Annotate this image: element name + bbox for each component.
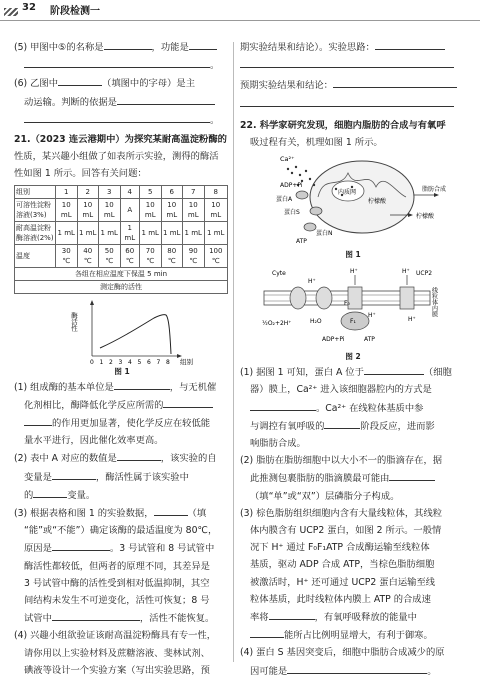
q21-intro1: 21.（2023 连云港期中）为探究某耐高温淀粉酶的 xyxy=(14,134,227,146)
fig2-h4-label: H⁺ xyxy=(368,312,376,320)
header-stripe-icon xyxy=(4,8,18,16)
q22-p2-line1: (2) 脂肪在脂肪细胞中以大小不一的脂滴存在，据 xyxy=(240,455,443,467)
q22-p3-line2: 体内膜含有 UCP2 蛋白，如图 2 所示。一般情 xyxy=(250,525,442,537)
q22-p3-line7: 率将 ，有氧呼吸释放的能量中 xyxy=(240,608,466,626)
q21-p3-line5: 3 号试管中酶的活性受到相对低温抑制，其空 xyxy=(24,577,210,589)
right-column xyxy=(240,38,466,680)
fig1-atp-label: ATP xyxy=(296,238,307,246)
f0-shape xyxy=(348,287,362,309)
q21-p3-line2: “能”或“不能”）确定该酶的最适温度为 80℃， xyxy=(24,525,218,537)
q22-p3-line6: 粒体基质，此时线粒体内膜上 ATP 的合成速 xyxy=(250,593,431,605)
table-row: 测定酶的活性 xyxy=(15,280,228,293)
x-tick-labels xyxy=(90,359,170,366)
fig2-adp-label: ADP+Pi xyxy=(322,336,345,344)
figure1-right-caption: 图 1 xyxy=(345,250,361,260)
table-row: 耐高温淀粉酶溶液(2%) 1 mL 1 mL 1 mL 1 mL 1 mL 1 mL 1 mL 1 mL xyxy=(15,221,228,244)
complex-1-shape xyxy=(290,287,306,309)
q22-p2-line3: （填“单”或“双”）层磷脂分子构成。 xyxy=(250,490,400,502)
q21-p3-line4: 酶活性都较低，但两者的原理不同，其差异是 xyxy=(24,560,210,572)
mitochondrion-outer xyxy=(310,161,414,233)
q21-intro3: 性如图 1 所示。回答有关问题： xyxy=(14,168,147,180)
q22-p4-line2: 因可能是 。 xyxy=(240,662,466,680)
x-tick-label: 4 xyxy=(128,358,132,366)
fig1-adp-label: ADP+Pi xyxy=(280,182,303,190)
q22-p3-line8: 能所占比例明显增大，有利于御寒。 xyxy=(240,626,466,644)
q22-p1-line2: 器）膜上，Ca²⁺ 进入该细胞器腔内的方式是 xyxy=(250,384,432,396)
fig1-citrate-inner-label: 柠檬酸 xyxy=(368,198,387,206)
fig1-protein-s-label: 蛋白S xyxy=(284,209,300,217)
fig2-f0-label: F₀ xyxy=(344,300,350,308)
q6-line1: (6) 乙图中 （填图中的字母）是主 xyxy=(14,74,230,92)
figure1-diagram xyxy=(240,151,466,249)
activity-curve xyxy=(100,314,171,353)
fig2-ucp2-label: UCP2 xyxy=(416,270,433,278)
q22-p1-line3: 。Ca²⁺ 在线粒体基质中参 xyxy=(240,399,466,417)
fig1-er-label: 内质网 xyxy=(338,189,357,197)
fig2-h2-label: H⁺ xyxy=(350,268,358,276)
q5-line2: 。 xyxy=(14,56,230,74)
q21-p3-line6: 间结构未发生不可逆变化，活性可恢复；8 号 xyxy=(24,595,210,607)
expected-line2 xyxy=(240,95,466,113)
ucp2-shape xyxy=(400,287,414,309)
figure1-caption: 图 1 xyxy=(114,366,130,376)
page-number: 32 xyxy=(22,2,36,13)
fig2-o2-label: ½O₂+2H⁺ xyxy=(262,320,292,328)
page-header xyxy=(0,0,480,36)
section-title: 阶段检测一 xyxy=(50,6,100,17)
q22-p1-line4: 与调控有氧呼吸的 阶段反应，进而影 xyxy=(240,417,466,435)
protein-n-shape xyxy=(304,223,316,231)
column-divider xyxy=(233,42,234,662)
fig2-atp-label: ATP xyxy=(364,336,375,344)
q5-line1: (5) 甲图中⑤的名称是 ，功能是 xyxy=(14,38,230,56)
q22-p2-line2: 此推测包裹脂肪的脂滴膜最可能由 xyxy=(240,469,466,487)
enzyme-activity-graph xyxy=(14,296,230,366)
x-tick-label: 5 xyxy=(137,358,142,366)
fig1-protein-a-label: 蛋白A xyxy=(276,196,293,204)
complex-2-shape xyxy=(316,287,332,309)
q22-p1-line5: 响脂肪合成。 xyxy=(250,438,306,450)
q22-intro1: 22. 科学家研究发现，细胞内脂肪的合成与有氧呼 xyxy=(240,119,446,131)
y-axis-arrow-icon xyxy=(90,300,94,305)
protein-a-shape xyxy=(296,191,308,199)
q21-p4-line3: 碘液等设计一个实验方案（写出实验思路，预 xyxy=(24,664,210,676)
q6-line3: 。 xyxy=(14,111,230,129)
q22-p3-line1: (3) 棕色脂肪组织细胞内含有大量线粒体，其线粒 xyxy=(240,507,443,519)
graph-xlabel: 组别 xyxy=(180,357,193,366)
x-tick-label: 8 xyxy=(166,358,170,366)
fig2-cytc-label: Cyte xyxy=(272,270,286,278)
fig2-h2o-label: H₂O xyxy=(310,318,322,326)
arrow-fat-head-icon xyxy=(434,193,439,197)
q22-p3-line5: 被激活时，H⁺ 还可通过 UCP2 蛋白运输至线 xyxy=(250,576,436,588)
fig2-membrane-label: 线粒体内膜 xyxy=(430,287,438,318)
q22-p4-line1: (4) 蛋白 S 基因突变后，细胞中脂肪合成减少的原 xyxy=(240,647,445,659)
graph-ylabel: 酶活性 xyxy=(70,311,78,332)
q21-p4-line1: (4) 兴趣小组欲验证该耐高温淀粉酶具有专一性， xyxy=(14,630,217,642)
fig2-h3-label: H⁺ xyxy=(402,268,410,276)
protein-s-shape xyxy=(310,207,322,215)
left-column xyxy=(14,38,230,679)
figure2-caption: 图 2 xyxy=(345,352,361,362)
fig1-ca-label: Ca²⁺ xyxy=(280,155,295,164)
x-tick-label: 7 xyxy=(156,358,161,366)
fig1-citrate-outer-label: 柠檬酸 xyxy=(416,213,435,221)
q21-p4-line2: 请你用以上实验材料及蔗糖溶液、斐林试剂、 xyxy=(24,647,210,659)
fig2-h1-label: H⁺ xyxy=(308,278,316,286)
q21-p1-line3: 的作用更加显著，使化学反应在较低能 xyxy=(14,414,230,432)
q6-line2: 动运输。判断的依据是 xyxy=(14,93,230,111)
table-row: 温度 30 ℃ 40 ℃ 50 ℃ 60 ℃ 70 ℃ 80 ℃ 90 ℃ 100 ℃ xyxy=(15,244,228,267)
fig2-h5-label: H⁺ xyxy=(408,316,416,324)
fig1-protein-n-label: 蛋白N xyxy=(316,230,333,238)
experiment-table xyxy=(14,185,228,294)
q21-p1-line4: 量水平进行，因此催化效率更高。 xyxy=(24,435,164,447)
table-row: 各组在相应温度下保温 5 min xyxy=(15,267,228,280)
q21-p2-line1: (2) 表中 A 对应的数值是 ，该实验的自 xyxy=(14,449,230,467)
q21-intro2: 性质，某兴趣小组做了如表所示实验，测得的酶活 xyxy=(14,151,219,163)
x-tick-label: 6 xyxy=(147,358,151,366)
q22-p3-line4: 基质，驱动 ADP 合成 ATP，当棕色脂肪细胞 xyxy=(250,559,435,571)
fig1-fat-label: 脂肪合成 xyxy=(422,186,447,194)
expected-line1: 预期实验结果和结论： xyxy=(240,76,466,94)
cont-line2 xyxy=(240,56,466,74)
q21-p2-line3: 的 变量。 xyxy=(14,486,230,504)
q21-p1-line2: 化剂相比，酶降低化学反应所需的 xyxy=(14,396,230,414)
x-tick-label: 0 xyxy=(90,358,94,366)
q21-p3-line7: 试管中 ，活性不能恢复。 xyxy=(14,609,230,627)
q21-p1-line1: (1) 组成酶的基本单位是 ，与无机催 xyxy=(14,378,230,396)
table-row: 可溶性淀粉溶液(3%) 10 mL 10 mL 10 mL A 10 mL 10 mL 10 mL 10 mL xyxy=(15,198,228,221)
cont-line1: 期实验结果和结论）。实验思路： xyxy=(240,38,466,56)
table-header-row: 组别 1 2 3 4 5 6 7 8 xyxy=(15,185,228,198)
q22-p3-line3: 况下 H⁺ 通过 F₀F₁ATP 合成酶运输至线粒体 xyxy=(250,542,430,554)
header-rule xyxy=(0,20,480,21)
figure2-diagram xyxy=(240,261,466,351)
x-tick-label: 1 xyxy=(99,358,104,366)
arrow-citrate-head-icon xyxy=(408,213,413,217)
x-tick-label: 2 xyxy=(109,358,113,366)
q21-p3-line1: (3) 根据表格和图 1 的实验数据， （填 xyxy=(14,504,230,522)
fig2-f1-label: F₁ xyxy=(350,318,356,326)
q21-p2-line2: 变量是 ，酶活性属于该实验中 xyxy=(14,468,230,486)
q22-intro2: 吸过程有关，机理如图 1 所示。 xyxy=(250,137,383,149)
q21-p3-line3: 原因是 。3 号试管和 8 号试管中 xyxy=(14,539,230,557)
x-tick-label: 3 xyxy=(118,358,123,366)
q22-p1-line1: (1) 据图 1 可知，蛋白 A 位于 （细胞 xyxy=(240,363,466,381)
